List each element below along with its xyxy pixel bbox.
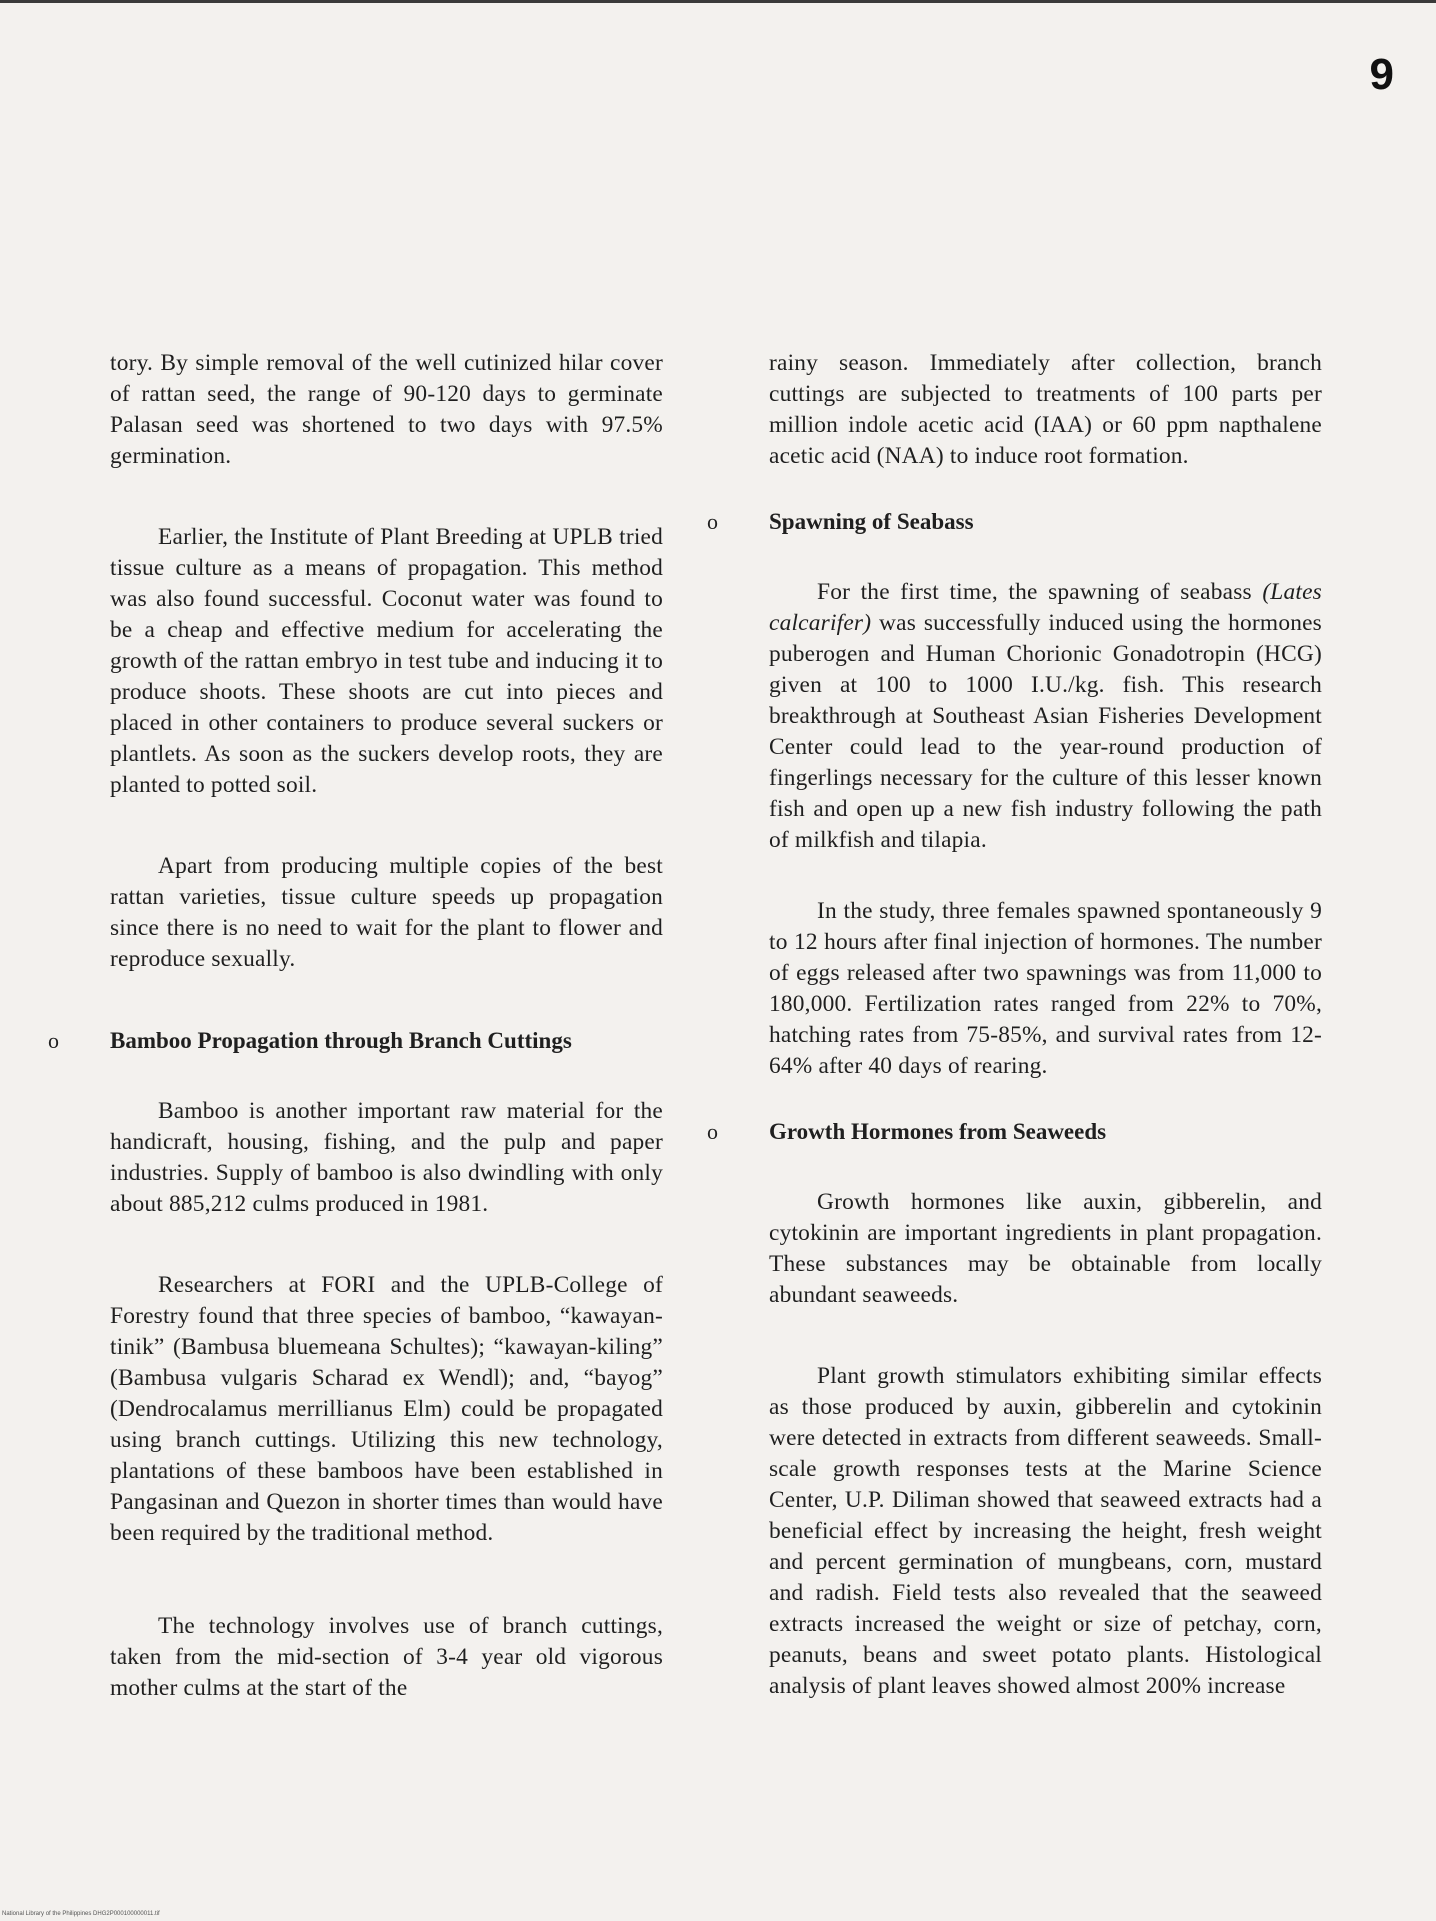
paragraph-tissue-culture: Earlier, the Institute of Plant Breeding at UPLB tried tissue culture as a means of propagation. This method was also found successful. Coconut water was found to be a cheap and effective medium for accelerating the growth of the rattan embryo in test tube and inducing it to produce shoots. These shoots are cut into pieces and placed in other containers to produce several suckers or plantlets. As soon as the suckers develop roots, they are planted to potted soil. — [110, 524, 663, 798]
paragraph-rainy-season: rainy season. Immediately after collection, branch cuttings are subjected to treatments of 100 parts per million indole acetic acid (IAA) or 60 ppm napthalene acetic acid (NAA) to induce root formation. — [769, 350, 1322, 469]
left-column — [48, 348, 663, 1704]
paragraph-seabass-spawning — [769, 577, 1322, 856]
paragraph-researchers: Researchers at FORI and the UPLB-College of Forestry found that three species of bamboo, “kawayan-tinik” (Bambusa bluemeana Schultes); “kawayan-kiling” (Bambusa vulgaris Scharad ex Wendl); and, “bayog” (Dendrocalamus merrillianus Elm) could be propagated using branch cuttings. Utilizing this new technology, plantations of these bamboos have been established in Pangasinan and Quezon in shorter times than would have been required by the traditional method. — [110, 1272, 663, 1546]
paragraph-multiple-copies: Apart from producing multiple copies of the best rattan varieties, tissue culture speeds up propagation since there is no need to wait for the plant to flower and reproduce sexually. — [110, 853, 663, 972]
scan-footer-note: National Library of the Philippines DHG2P000100000011.tif — [2, 1911, 160, 1917]
section-heading-bamboo — [48, 1025, 663, 1056]
species-name: (Lates calcarifer) — [769, 579, 1322, 636]
section-heading-seaweeds — [707, 1116, 1322, 1147]
paragraph-rattan-seed: tory. By simple removal of the well cutinized hilar cover of rattan seed, the range of 90-120 days to germinate Palasan seed was shortened to two days with 97.5% germination. — [110, 350, 663, 469]
bullet-marker: o — [707, 1119, 718, 1144]
heading-text: Growth Hormones from Seaweeds — [769, 1119, 1107, 1144]
heading-text: Bamboo Propagation through Branch Cuttings — [110, 1028, 572, 1053]
paragraph-study-results: In the study, three females spawned spontaneously 9 to 12 hours after final injection of hormones. The number of eggs released after two spawnings was from 11,000 to 180,000. Fertilization rates ranged from 22% to 70%, hatching rates from 75-85%, and survival rates from 12-64% after 40 days of rearing. — [769, 898, 1322, 1079]
text-segment: For the first time, the spawning of seabass — [817, 579, 1263, 605]
bullet-marker: o — [707, 509, 718, 534]
page-number: 9 — [1369, 50, 1394, 99]
paragraph-growth-hormones: Growth hormones like auxin, gibberelin, and cytokinin are important ingredients in plant propagation. These substances may be obtainable from locally abundant seaweeds. — [769, 1189, 1322, 1308]
bullet-marker: o — [48, 1028, 59, 1053]
paragraph-bamboo-material: Bamboo is another important raw material for the handicraft, housing, fishing, and the pulp and paper industries. Supply of bamboo is also dwindling with only about 885,212 culms produced in 1981. — [110, 1098, 663, 1217]
text-segment: was successfully induced using the hormones puberogen and Human Chorionic Gonadotropin (HCG) given at 100 to 1000 I.U./kg. fish. This research breakthrough at Southeast Asian Fisheries Development Center could lead to the year-round production of fingerlings necessary for the culture of this lesser known fish and open up a new fish industry following the path of milkfish and tilapia. — [769, 610, 1322, 853]
paragraph-growth-stimulators: Plant growth stimulators exhibiting similar effects as those produced by auxin, gibberelin and cytokinin were detected in extracts from different seaweeds. Small-scale growth responses tests at the Marine Science Center, U.P. Diliman showed that seaweed extracts had a beneficial effect by increasing the height, fresh weight and percent germination of mungbeans, corn, mustard and radish. Field tests also revealed that the seaweed extracts increased the weight or size of petchay, corn, peanuts, beans and sweet potato plants. Histological analysis of plant leaves showed almost 200% increase — [769, 1363, 1322, 1699]
right-column — [707, 348, 1322, 1702]
top-border-rule — [0, 0, 1436, 3]
section-heading-seabass — [707, 506, 1322, 537]
heading-text: Spawning of Seabass — [769, 509, 974, 534]
paragraph-technology: The technology involves use of branch cuttings, taken from the mid-section of 3-4 year old vigorous mother culms at the start of the — [110, 1613, 663, 1701]
